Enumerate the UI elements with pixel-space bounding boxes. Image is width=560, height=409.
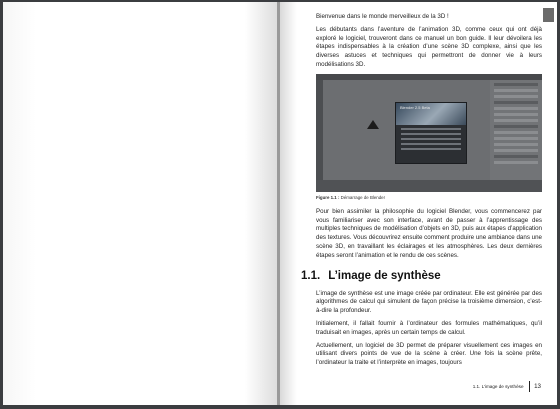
blender-3d-viewport	[323, 80, 490, 180]
caption-label: Figure 1.1 :	[316, 194, 340, 200]
body-paragraph: Actuellement, un logiciel de 3D permet de préparer visuellement ces images en utilisant divers points de vue de la scène à créer. Une fois la scène prête, l’ordinateur la traite et l’interprète en images, toujours	[316, 341, 542, 367]
page-number: 13	[534, 383, 541, 390]
blender-timeline	[316, 180, 542, 192]
figure-caption	[316, 195, 542, 201]
section-number: 1.1.	[301, 269, 321, 282]
splash-line	[401, 148, 461, 150]
splash-line	[401, 143, 461, 145]
thumb-index-tab	[543, 8, 554, 22]
section-heading	[301, 269, 542, 283]
page-content	[301, 13, 542, 372]
splash-line	[401, 128, 461, 130]
blender-screenshot-figure	[316, 74, 542, 192]
blender-toolbar	[316, 80, 323, 180]
page-footer	[473, 381, 541, 392]
body-paragraph: Initialement, il fallait fournir à l’ordinateur des formules mathématiques, qu’il traduisait en images, après un certain temps de calcul.	[316, 319, 542, 336]
blender-splash-screen	[395, 102, 467, 164]
right-page	[280, 2, 557, 405]
intro-line: Bienvenue dans le monde merveilleux de la 3D !	[316, 13, 449, 20]
left-page-blank	[3, 2, 278, 405]
philosophy-paragraph: Pour bien assimiler la philosophie du logiciel Blender, vous commencerez par vous familiariser avec son interface, avant de passer à l’apprentissage des multiples techniques de modélisation d’objets en 3D, puis aux étapes d’application des textures. Vous découvrirez ensuite comment produire une ambiance dans une scène 3D, en travaillant les éclairages et les atmosphères. Les deux dernières étapes seront l’animation et le rendu de ces scènes.	[316, 207, 542, 259]
body-paragraph: L’image de synthèse est une image créée par ordinateur. Elle est générée par des algorithmes de calcul qui simulent de façon précise la troisième dimension, c’est-à-dire la profondeur.	[316, 289, 542, 315]
splash-line	[401, 133, 461, 135]
splash-line	[401, 138, 461, 140]
intro-paragraph: Les débutants dans l’aventure de l’animation 3D, comme ceux qui ont déjà exploré le logiciel, trouveront dans ce manuel un bon guide. Il leur dévoilera les étapes indispensables à la création d’une scène 3D complexe, ainsi que les diverses astuces et techniques qui permettront de donner vie à leurs modélisations 3D.	[316, 25, 542, 68]
splash-title: Blender 2.5 Beta	[400, 104, 430, 110]
blender-properties-panel	[490, 80, 542, 180]
scene-object	[367, 120, 379, 129]
caption-text: Démarrage de Blender	[340, 194, 386, 200]
footer-separator	[529, 381, 530, 392]
running-title: 1.1. L’image de synthèse	[472, 384, 524, 389]
section-title: L’image de synthèse	[328, 269, 441, 282]
